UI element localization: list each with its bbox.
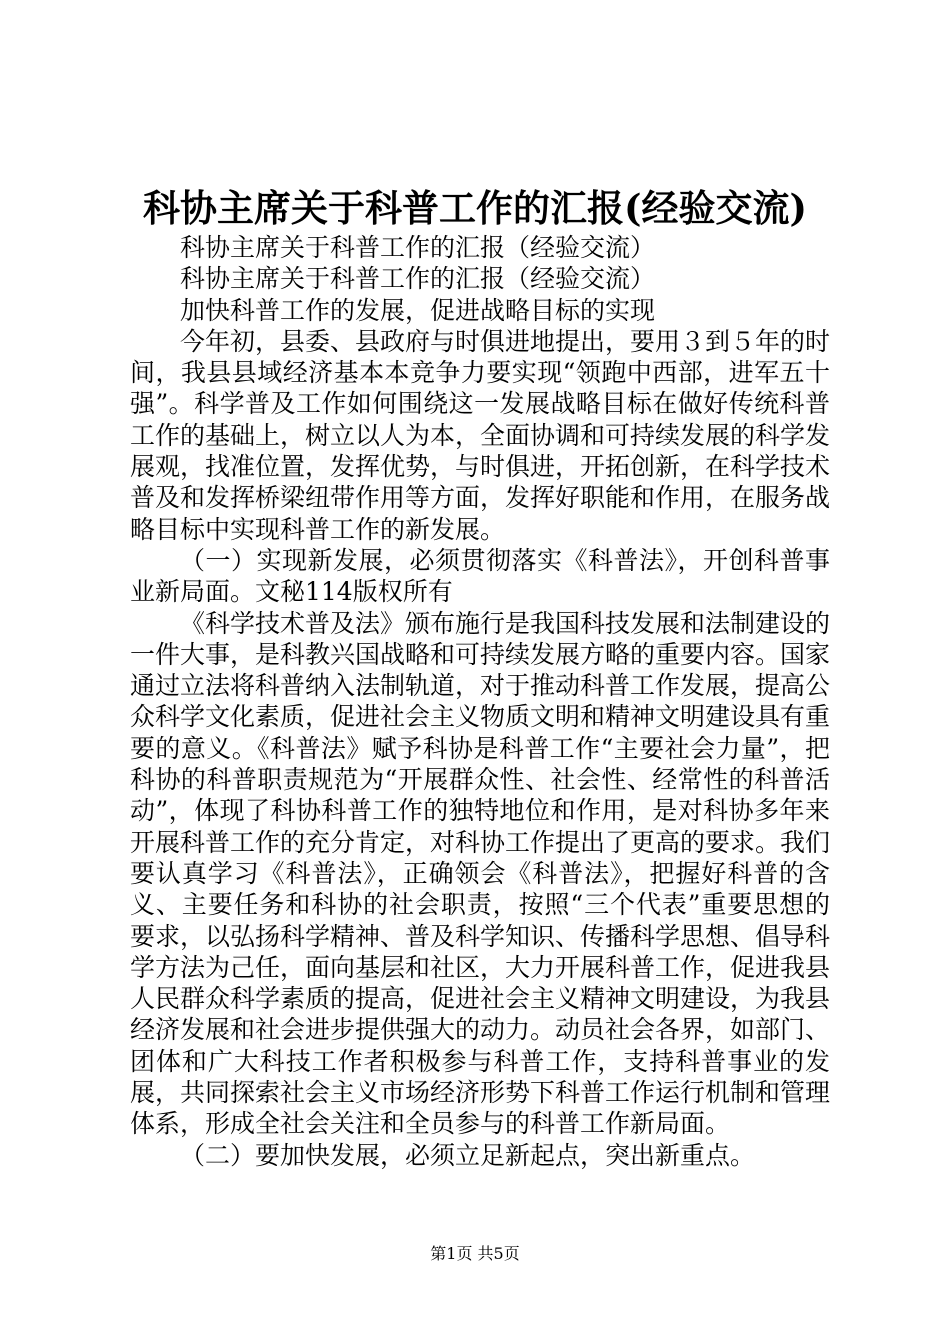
page-footer: 第1页 共5页 — [430, 1244, 520, 1263]
document-title: 科协主席关于科普工作的汇报(经验交流) — [142, 186, 807, 230]
paragraph-section-1: （一）实现新发展，必须贯彻落实《科普法》，开创科普事业新局面。文秘114版权所有 — [130, 545, 830, 607]
paragraph-body-law: 《科学技术普及法》颁布施行是我国科技发展和法制建设的一件大事，是科教兴国战略和可持续发展方略的重要内容。国家通过立法将科普纳入法制轨道，对于推动科普工作发展，提高公众科学文化素质，促进社会主义物质文明和精神文明建设具有重要的意义。《科普法》赋予科协是科普工作“主要社会力量”，把科协的科普职责规范为“开展群众性、社会性、经常性的科普活动”，体现了科协科普工作的独特地位和作用，是对科协多年来开展科普工作的充分肯定，对科协工作提出了更高的要求。我们要认真学习《科普法》，正确领会《科普法》，把握好科普的含义、主要任务和科协的社会职责，按照“三个代表”重要思想的要求，以弘扬科学精神、普及科学知识、传播科学思想、倡导科学方法为己任，面向基层和社区，大力开展科普工作，促进我县人民群众科学素质的提高，促进社会主义精神文明建设，为我县经济发展和社会进步提供强大的动力。动员社会各界，如部门、团体和广大科技工作者积极参与科普工作，支持科普事业的发展，共同探索社会主义市场经济形势下科普工作运行机制和管理体系，形成全社会关注和全员参与的科普工作新局面。 — [130, 608, 831, 1139]
paragraph-heading: 加快科普工作的发展，促进战略目标的实现 — [180, 295, 656, 325]
paragraph-subtitle-2: 科协主席关于科普工作的汇报（经验交流） — [180, 264, 656, 294]
paragraph-subtitle-1: 科协主席关于科普工作的汇报（经验交流） — [180, 233, 656, 262]
paragraph-section-2: （二）要加快发展，必须立足新起点，突出新重点。 — [180, 1140, 756, 1170]
document-body — [130, 232, 830, 1171]
paragraph-intro: 今年初，县委、县政府与时俱进地提出，要用３到５年的时间，我县县域经济基本本竞争力要实现“领跑中西部，进军五十强”。科学普及工作如何围绕这一发展战略目标在做好传统科普工作的基础上，树立以人为本，全面协调和可持续发展的科学发展观，找准位置，发挥优势，与时俱进，开拓创新，在科学技术普及和发挥桥梁纽带作用等方面，发挥好职能和作用，在服务战略目标中实现科普工作的新发展。 — [130, 326, 831, 544]
